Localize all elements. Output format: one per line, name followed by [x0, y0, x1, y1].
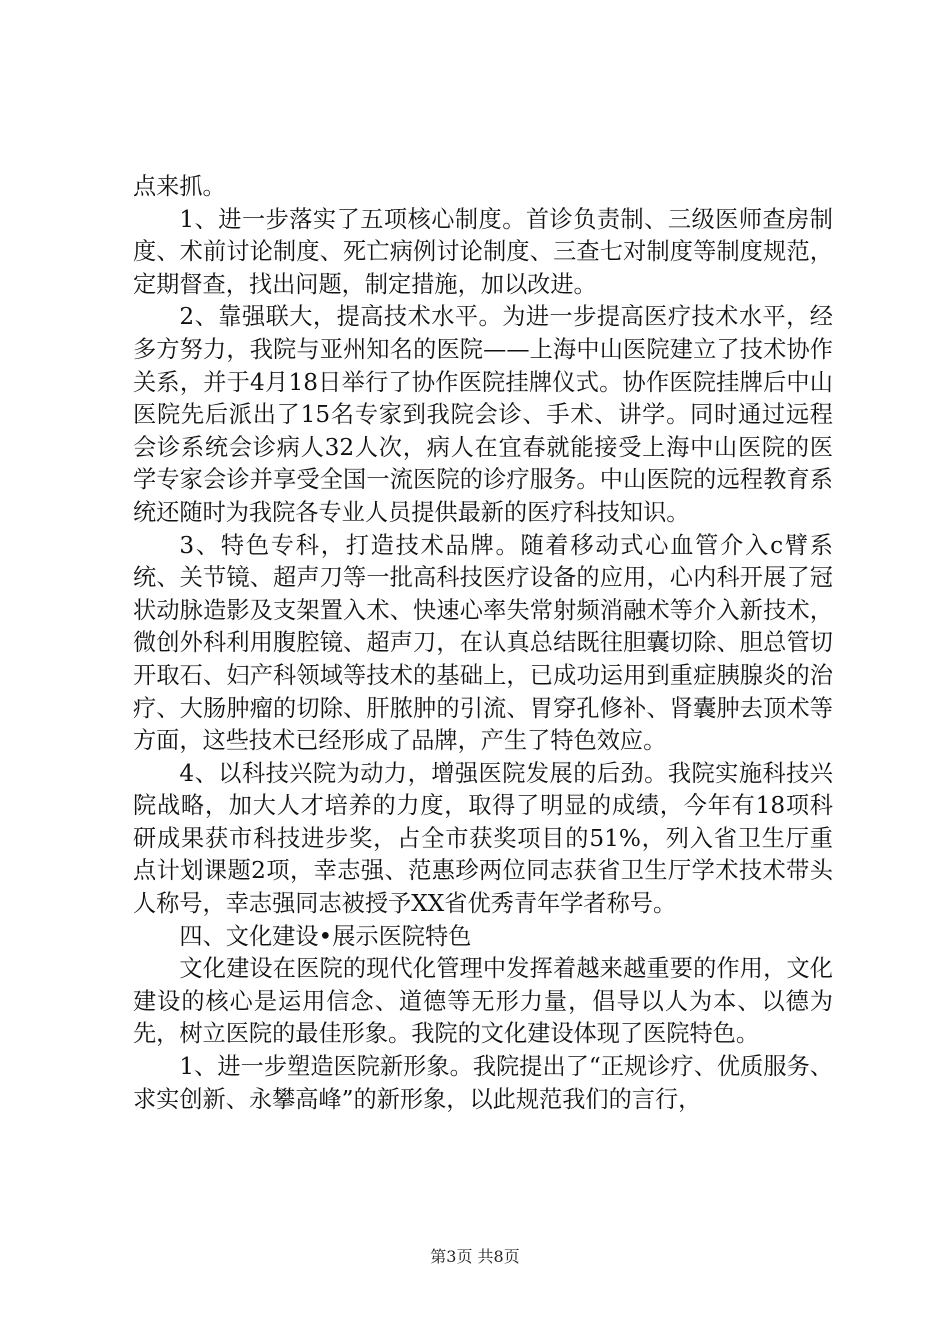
page-number-footer: 第3页 共8页: [430, 1247, 520, 1266]
paragraph-specialty-brand: 3、特色专科，打造技术品牌。随着移动式心血管介入c臂系统、关节镜、超声刀等一批高科技医疗设备的应用，心内科开展了冠状动脉造影及支架置入术、快速心率失常射频消融术等介入新技术，微创外科利用腹腔镜、超声刀，在认真总结既往胆囊切除、胆总管切开取石、妇产科领域等技术的基础上，已成功运用到重症胰腺炎的治疗、大肠肿瘤的切除、肝脓肿的引流、胃穿孔修补、肾囊肿去顶术等方面，这些技术已经形成了品牌，产生了特色效应。: [133, 531, 833, 755]
paragraph-partnership: 2、靠强联大，提高技术水平。为进一步提高医疗技术水平，经多方努力，我院与亚州知名的医院——上海中山医院建立了技术协作关系，并于4月18日举行了协作医院挂牌仪式。协作医院挂牌后中山医院先后派出了15名专家到我院会诊、手术、讲学。同时通过远程会诊系统会诊病人32人次，病人在宜春就能接受上海中山医院的医学专家会诊并享受全国一流医院的诊疗服务。中山医院的远程教育系统还随时为我院各专业人员提供最新的医疗科技知识。: [133, 303, 833, 526]
paragraph-new-image: 1、进一步塑造医院新形象。我院提出了“正规诊疗、优质服务、求实创新、永攀高峰”的新形象，以此规范我们的言行，: [133, 1053, 833, 1113]
paragraph-continuation: 点来抓。: [133, 173, 226, 200]
paragraph-science-tech: 4、以科技兴院为动力，增强医院发展的后劲。我院实施科技兴院战略，加大人才培养的力度，取得了明显的成绩，今年有18项科研成果获市科技进步奖，占全市获奖项目的51%，列入省卫生厅重点计划课题2项，幸志强、范惠珍两位同志获省卫生厅学术技术带头人称号，幸志强同志被授予XX省优秀青年学者称号。: [133, 759, 833, 918]
document-body: [133, 171, 833, 1116]
paragraph-culture-intro: 文化建设在医院的现代化管理中发挥着越来越重要的作用，文化建设的核心是运用信念、道德等无形力量，倡导以人为本、以德为先，树立医院的最佳形象。我院的文化建设体现了医院特色。: [133, 955, 833, 1048]
paragraph-core-systems: 1、进一步落实了五项核心制度。首诊负责制、三级医师查房制度、术前讨论制度、死亡病例讨论制度、三查七对制度等制度规范，定期督查，找出问题，制定措施，加以改进。: [133, 205, 833, 298]
section-heading-culture: 四、文化建设•展示医院特色: [179, 922, 472, 950]
